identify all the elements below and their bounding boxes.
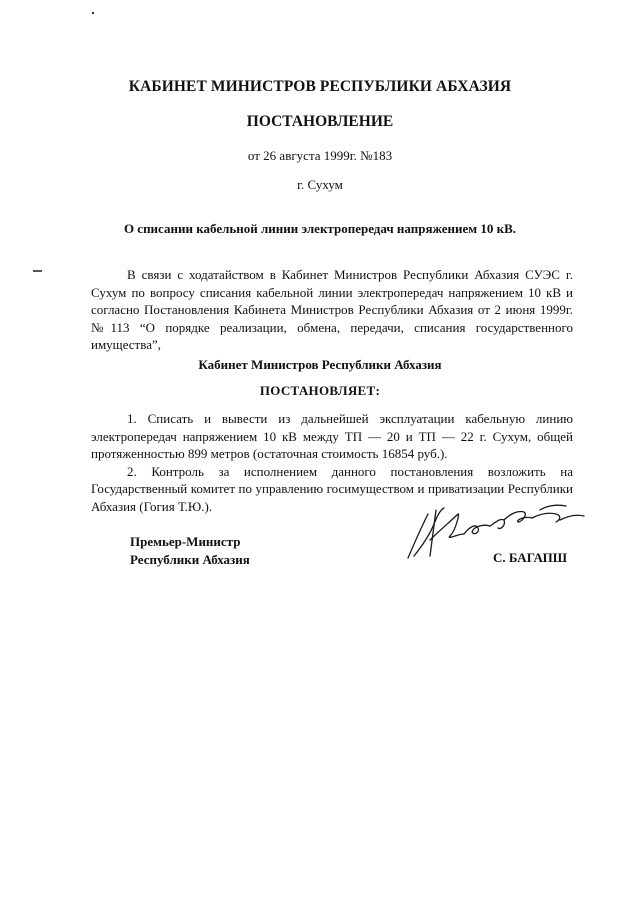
document-type-heading: ПОСТАНОВЛЕНИЕ	[246, 113, 394, 130]
city-line: г. Сухум	[297, 177, 343, 192]
intro-paragraph	[91, 266, 573, 354]
cabinet-line: Кабинет Министров Республики Абхазия	[198, 357, 442, 372]
signatory-name: С. БАГАПШ	[493, 550, 568, 565]
signatory-title-line-1: Премьер-Министр	[130, 534, 241, 549]
organization-heading: КАБИНЕТ МИНИСТРОВ РЕСПУБЛИКИ АБХАЗИЯ	[128, 78, 512, 95]
signatory-title	[130, 533, 250, 568]
subject-line: О списании кабельной линии электропередач напряжением 10 кВ.	[123, 221, 517, 236]
margin-mark	[33, 270, 42, 272]
resolves-heading: ПОСТАНОВЛЯЕТ:	[259, 383, 381, 398]
resolution-item-2: 2. Контроль за исполнением данного постановления возложить на Государственный комитет по управлению госимуществом и приватизации Республики Абхазия (Гогия Т.Ю.).	[91, 463, 573, 514]
scan-speck	[92, 12, 94, 14]
date-number-line: от 26 августа 1999г. №183	[247, 148, 393, 163]
resolution-item-1: 1. Списать и вывести из дальнейшей эксплуатации кабельную линию электропередач напряжением 10 кВ между ТП — 20 и ТП — 22 г. Сухум, общей протяженностью 899 метров (остаточная стоимость 16854 руб.).	[91, 411, 573, 461]
intro-text: В связи с ходатайством в Кабинет Министров Республики Абхазия СУЭС г. Сухум по вопросу списания кабельной линии электропередач напряжением 10 кВ и согласно Постановления Кабинета Министров Республики Абхазия от 2 июня 1999г. №113 “О порядке реализации, обмена, передачи, списания государственного имущества”,	[91, 267, 573, 352]
signatory-title-line-2: Республики Абхазия	[130, 551, 250, 567]
